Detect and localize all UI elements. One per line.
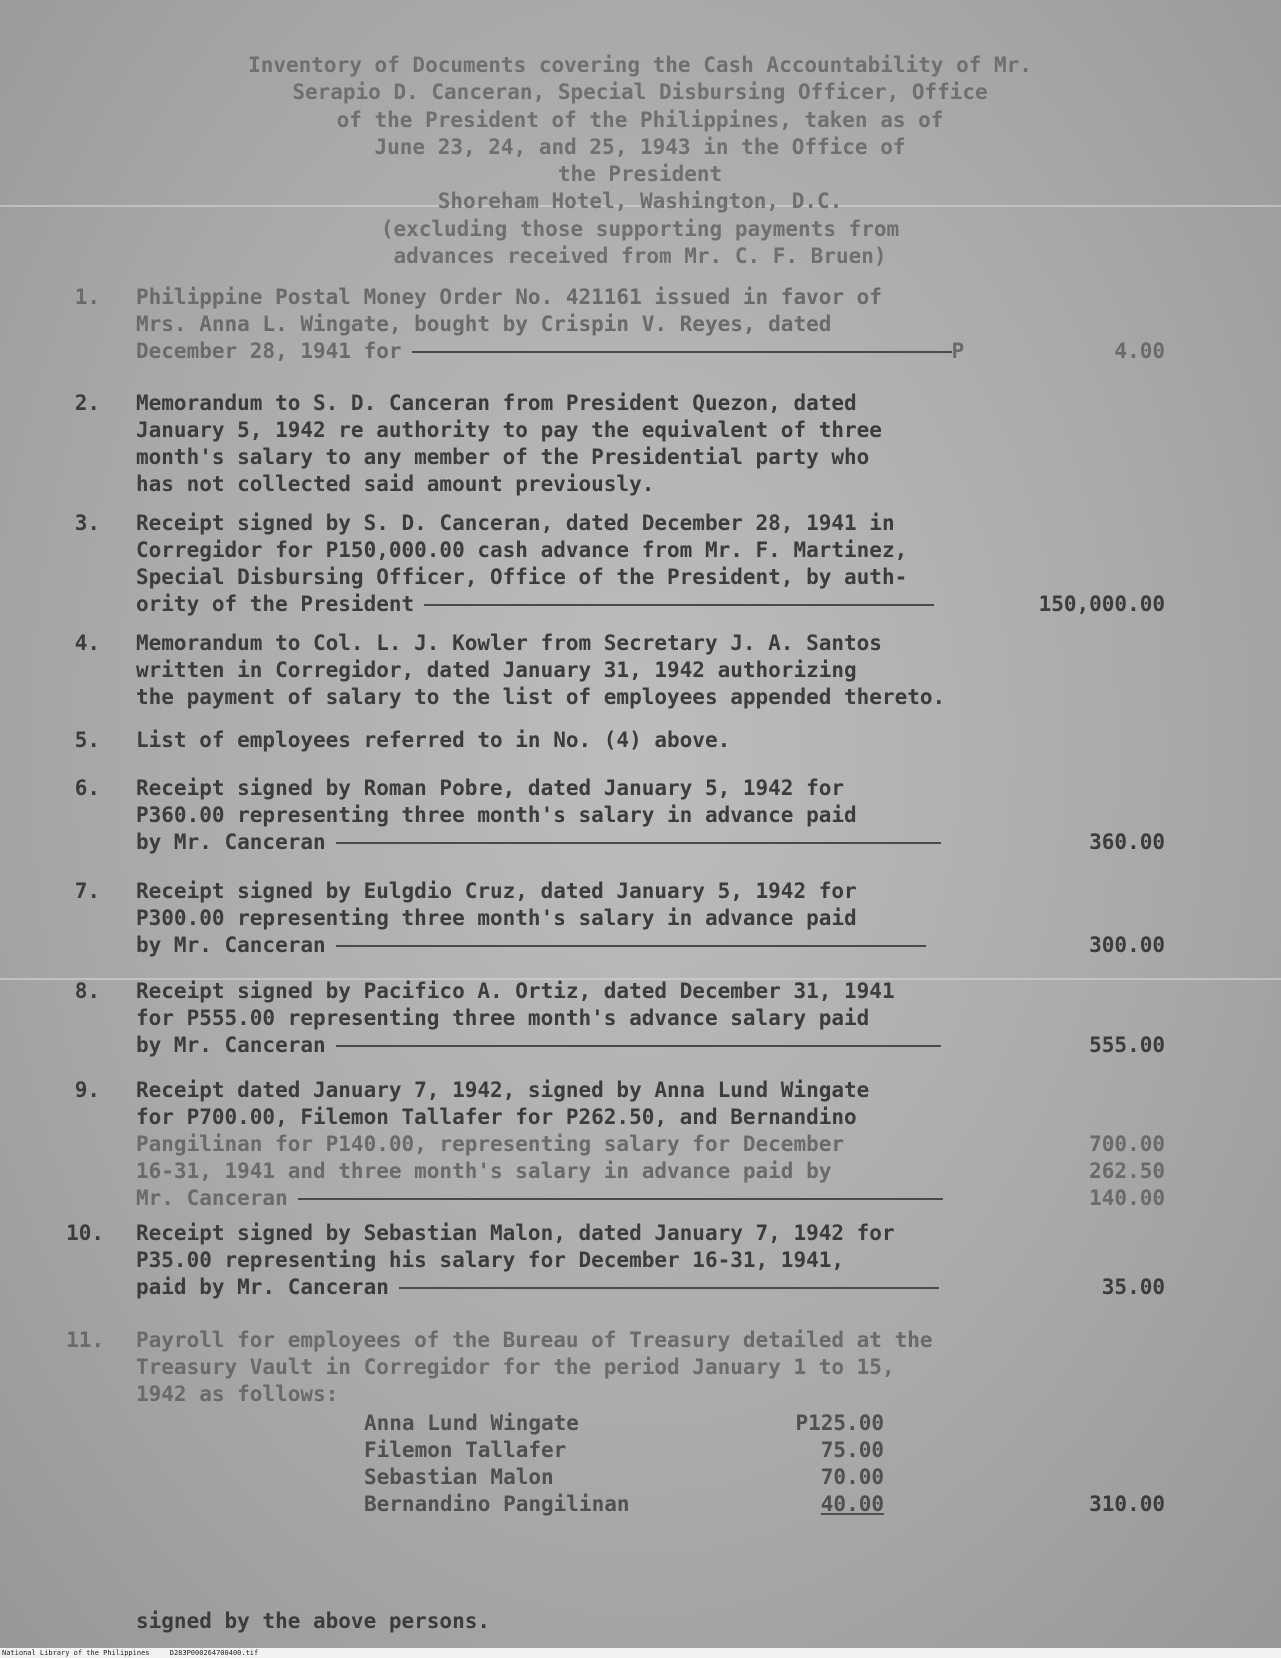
item-number: 11. [66, 1328, 104, 1352]
item-number: 6. [74, 776, 100, 800]
item-line: P360.00 representing three month's salary in advance paid [136, 803, 857, 827]
item-line: ority of the President [136, 592, 415, 616]
item-number: 1. [74, 285, 100, 309]
closing-text: signed by the above persons. [136, 1609, 491, 1633]
item-line: Receipt signed by Sebastian Malon, dated January 7, 1942 for [136, 1221, 895, 1245]
item-line: for P555.00 representing three month's advance salary paid [136, 1006, 870, 1030]
item-amount [1089, 932, 1165, 959]
footer-library: National Library of the Philippines [2, 1649, 150, 1657]
heading-line: (excluding those supporting payments from [380, 216, 900, 241]
leader-line [336, 842, 941, 844]
item-line: List of employees referred to in No. (4) above. [136, 728, 731, 752]
item-line: Payroll for employees of the Bureau of Treasury detailed at the [136, 1328, 933, 1352]
leader-line [424, 604, 934, 606]
item-line: has not collected said amount previously. [136, 472, 655, 496]
item-number: 2. [74, 391, 100, 415]
amount-value: 300.00 [1089, 933, 1165, 957]
item-number: 8. [74, 979, 100, 1003]
item-line: Treasury Vault in Corregidor for the period January 1 to 15, [136, 1355, 895, 1379]
item-line: 16-31, 1941 and three month's salary in advance paid by [136, 1159, 832, 1183]
item-amount [1039, 591, 1165, 618]
item-text [136, 510, 1036, 618]
leader-line [298, 1198, 943, 1200]
item-line: paid by Mr. Canceran [136, 1275, 389, 1299]
item-number: 9. [74, 1078, 100, 1102]
heading-line: Shoreham Hotel, Washington, D.C. [437, 189, 843, 214]
amount-value: 262.50 [1089, 1159, 1165, 1183]
item-line: P300.00 representing three month's salary in advance paid [136, 906, 857, 930]
heading-line: the President [557, 162, 723, 187]
item-line: Receipt dated January 7, 1942, signed by Anna Lund Wingate [136, 1078, 870, 1102]
heading-line: Inventory of Documents covering the Cash Accountability of Mr. [248, 53, 1032, 77]
item-text [136, 1327, 1036, 1408]
item-text [136, 630, 1036, 711]
payroll-row [364, 1464, 884, 1491]
item-text [136, 878, 1036, 959]
item-line: P35.00 representing his salary for December 16-31, 1941, [136, 1248, 845, 1272]
heading-line: advances received from Mr. C. F. Bruen) [393, 244, 887, 269]
document-heading [140, 52, 1140, 270]
item-line: by Mr. Canceran [136, 830, 326, 854]
item-line: Receipt signed by S. D. Canceran, dated December 28, 1941 in [136, 511, 895, 535]
item-line: month's salary to any member of the Presidential party who [136, 445, 870, 469]
item-number: 4. [74, 631, 100, 655]
payroll-name: Filemon Tallafer [364, 1438, 567, 1462]
payroll-amount: P125.00 [795, 1411, 884, 1435]
item-line: written in Corregidor, dated January 31, 1942 authorizing [136, 658, 857, 682]
item-line: Receipt signed by Roman Pobre, dated January 5, 1942 for [136, 776, 845, 800]
item-amount [1089, 829, 1165, 856]
leader-line [336, 1045, 941, 1047]
leader-line [336, 945, 926, 947]
amount-value: 4.00 [1114, 339, 1165, 363]
leader-line [399, 1287, 939, 1289]
item-amount [1102, 1274, 1165, 1301]
amount-value: 35.00 [1101, 1275, 1165, 1299]
item-line: Special Disbursing Officer, Office of the President, by auth- [136, 565, 908, 589]
payroll-list [364, 1410, 884, 1518]
item-line: Mr. Canceran [136, 1186, 288, 1210]
item-line: Philippine Postal Money Order No. 421161 issued in favor of [136, 285, 882, 309]
item-line: for P700.00, Filemon Tallafer for P262.50, and Bernandino [136, 1105, 857, 1129]
item-line: the payment of salary to the list of employees appended thereto. [136, 685, 946, 709]
item-line: Mrs. Anna L. Wingate, bought by Crispin V. Reyes, dated [136, 312, 832, 336]
item-text [136, 1077, 1036, 1212]
payroll-amount: 75.00 [820, 1438, 884, 1462]
heading-line: Serapio D. Canceran, Special Disbursing Officer, Office [292, 80, 988, 105]
payroll-name: Bernandino Pangilinan [364, 1492, 630, 1516]
payroll-name: Sebastian Malon [364, 1465, 554, 1489]
item-text [136, 727, 1036, 754]
amount-value: 150,000.00 [1038, 592, 1165, 616]
payroll-name: Anna Lund Wingate [364, 1411, 579, 1435]
item-line: 1942 as follows: [136, 1382, 339, 1406]
item-amount [1114, 338, 1165, 365]
item-text [136, 775, 1036, 856]
scan-footer [0, 1648, 1281, 1658]
item-number: 7. [74, 879, 100, 903]
item-line: Receipt signed by Eulgdio Cruz, dated January 5, 1942 for [136, 879, 857, 903]
payroll-amount: 40.00 [820, 1492, 884, 1516]
item-text [136, 390, 1036, 498]
payroll-total: 310.00 [1089, 1492, 1165, 1516]
item-line: December 28, 1941 for [136, 339, 402, 363]
item-line: January 5, 1942 re authority to pay the equivalent of three [136, 418, 882, 442]
item-line: Pangilinan for P140.00, representing salary for December [136, 1132, 845, 1156]
item-text [136, 284, 1036, 365]
item-number: 10. [66, 1221, 104, 1245]
payroll-row [364, 1437, 884, 1464]
footer-file: D283P000264700400.tif [169, 1649, 259, 1657]
amount-value: 140.00 [1089, 1186, 1165, 1210]
item-line: Memorandum to S. D. Canceran from President Quezon, dated [136, 391, 857, 415]
leader-line [412, 351, 952, 353]
item-line: by Mr. Canceran [136, 1033, 326, 1057]
heading-line: of the President of the Philippines, taken as of [336, 107, 944, 132]
item-line: Memorandum to Col. L. J. Kowler from Secretary J. A. Santos [136, 631, 882, 655]
item-text [136, 978, 1036, 1059]
peso-sign: P [951, 339, 965, 363]
item-number: 3. [74, 511, 100, 535]
amount-value: 555.00 [1089, 1033, 1165, 1057]
payroll-amount: 70.00 [820, 1465, 884, 1489]
item-line: by Mr. Canceran [136, 933, 326, 957]
item-amounts [1089, 1131, 1165, 1212]
item-amount [1089, 1032, 1165, 1059]
item-text [136, 1220, 1036, 1301]
item-number: 5. [74, 728, 100, 752]
item-line: Receipt signed by Pacifico A. Ortiz, dated December 31, 1941 [136, 979, 895, 1003]
amount-value: 700.00 [1089, 1132, 1165, 1156]
item-line: Corregidor for P150,000.00 cash advance from Mr. F. Martinez, [136, 538, 908, 562]
payroll-row [364, 1410, 884, 1437]
heading-line: June 23, 24, and 25, 1943 in the Office of [374, 134, 906, 159]
payroll-row [364, 1491, 884, 1518]
amount-value: 360.00 [1089, 830, 1165, 854]
